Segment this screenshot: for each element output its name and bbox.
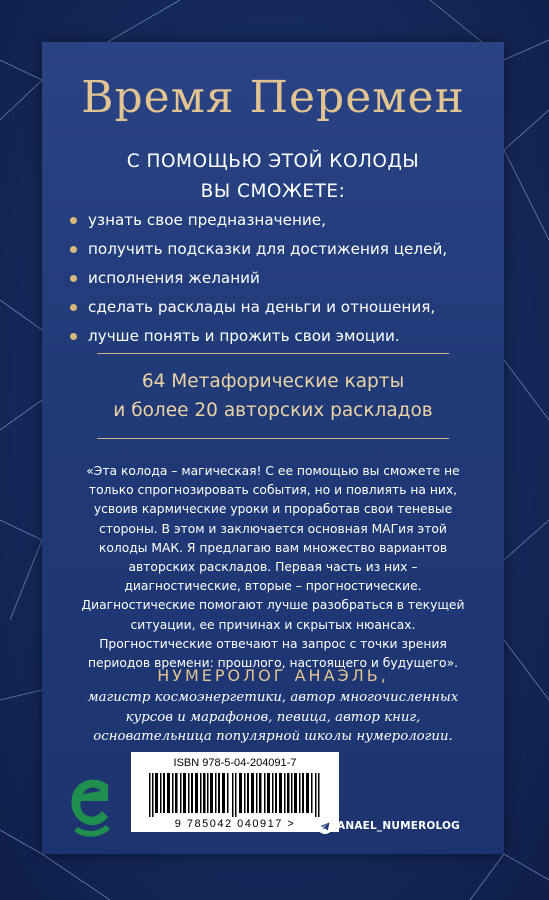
bullet-dot-icon (70, 275, 77, 282)
cards-info (42, 367, 504, 425)
benefit-text: лучше понять и прожить свои эмоции. (88, 327, 400, 345)
isbn-text: ISBN 978-5-04-204091-7 (173, 757, 297, 769)
ean-number: 9 785042 040917 > (174, 818, 296, 830)
quote-line: Диагностические помогают лучше разобраться в текущей (81, 598, 465, 613)
benefit-item (70, 206, 490, 235)
back-cover-panel (42, 42, 504, 854)
barcode (131, 752, 339, 832)
quote-line: авторских раскладов. Первая часть из них – (128, 560, 418, 575)
quote-line: периодов времени: прошлого, настоящего и будущего». (87, 656, 459, 671)
benefits-list (70, 206, 490, 351)
bullet-dot-icon (70, 333, 77, 340)
benefit-text: исполнения желаний (88, 269, 260, 287)
benefit-item (70, 293, 490, 322)
bullet-dot-icon (70, 304, 77, 311)
quote-line: «Эта колода – магическая! С ее помощью вы сможете не (86, 464, 460, 478)
telegram-icon (317, 818, 333, 834)
quote-line: только спрогнозировать события, но и повлиять на них, (88, 483, 458, 498)
intro-line-1: С ПОМОЩЬЮ ЭТОЙ КОЛОДЫ (126, 151, 420, 172)
quote-line: диагностические, вторые – прогностические. (124, 579, 422, 594)
benefit-text: получить подсказки для достижения целей, (88, 240, 448, 258)
intro-line-2: ВЫ СМОЖЕТЕ: (200, 181, 346, 202)
divider-bottom (97, 438, 449, 439)
divider-top (97, 353, 449, 354)
author-desc-line: магистр космоэнергетики, автор многочисленных (87, 690, 459, 705)
benefit-item (70, 264, 490, 293)
publisher-logo-icon (68, 777, 114, 839)
cards-line-2: и более 20 авторских раскладов (113, 400, 433, 421)
benefit-text: сделать расклады на деньги и отношения, (88, 298, 436, 316)
author-quote (62, 462, 484, 673)
barcode-bars (149, 773, 321, 817)
quote-line: колоды МАК. Я предлагаю вам множество вариантов (98, 540, 448, 555)
quote-line: усвоив кармические уроки и проработав свои теневые (93, 502, 453, 517)
cards-line-1: 64 Метафорические карты (141, 371, 405, 392)
bullet-dot-icon (70, 217, 77, 224)
benefit-text: узнать свое предназначение, (88, 211, 326, 229)
quote-line: Прогностические отвечают на запрос с точки зрения (99, 636, 447, 651)
telegram-handle: ANAEL_NUMEROLOG (337, 820, 460, 832)
telegram-contact (317, 818, 460, 834)
author-name: НУМЕРОЛОГ АНАЭЛЬ, (157, 666, 389, 685)
bullet-dot-icon (70, 246, 77, 253)
author-description (52, 688, 494, 747)
author-desc-line: курсов и марафонов, певица, автор книг, (125, 709, 421, 725)
intro-heading (42, 147, 504, 207)
book-title: Время Перемен (81, 72, 465, 123)
benefit-item (70, 322, 490, 351)
quote-line: стороны. В этом и заключается основная МАГия этой (99, 521, 447, 536)
author-desc-line: основательница популярной школы нумерологии. (93, 729, 453, 744)
quote-line: ситуации, ее причинах и скрытых нюансах. (130, 617, 416, 632)
benefit-item (70, 235, 490, 264)
